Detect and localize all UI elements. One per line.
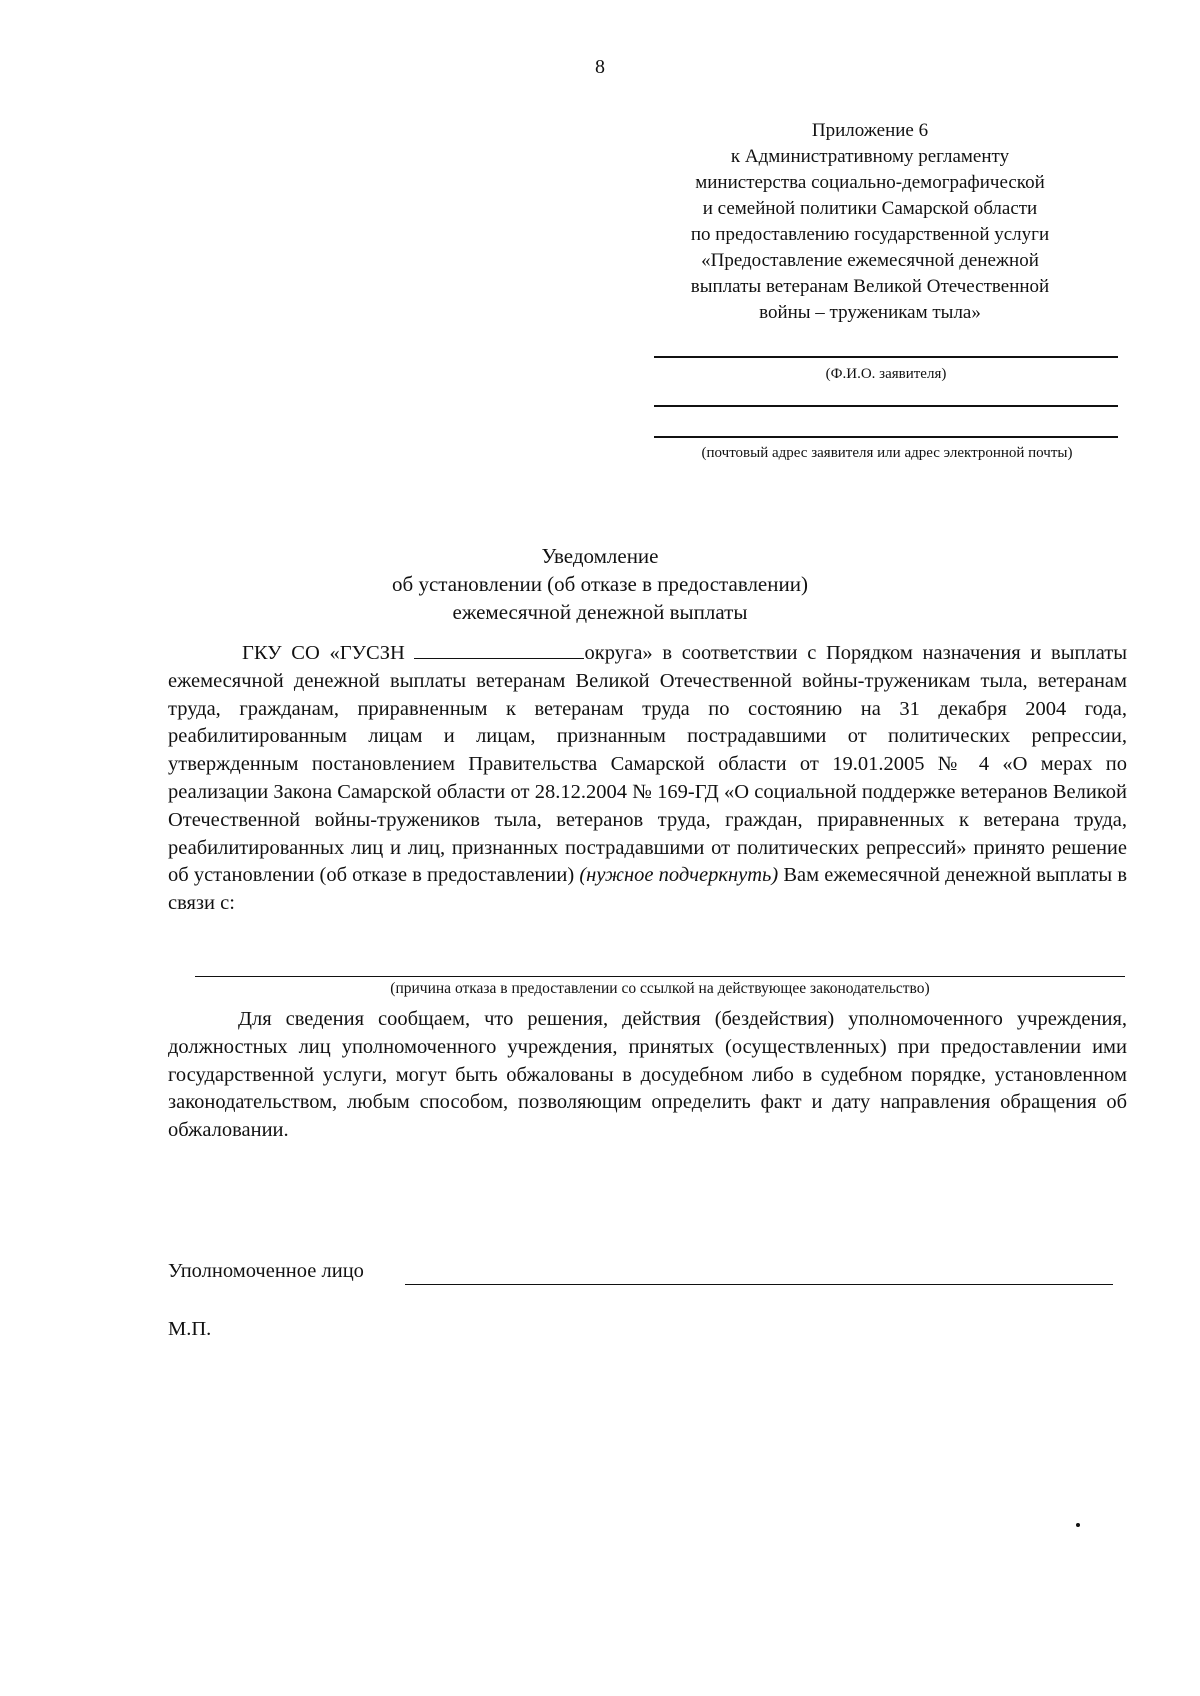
annex-line: к Административному регламенту [730,146,1010,167]
reason-caption: (причина отказа в предоставлении со ссылкой на действующее законодательство) [390,980,930,997]
annex-line: «Предоставление ежемесячной денежной [701,250,1039,271]
applicant-address-caption: (почтовый адрес заявителя или адрес электронной почты) [701,445,1073,461]
appeal-paragraph [168,1006,1127,1145]
applicant-address-line-1 [654,405,1118,407]
annex-line: выплаты ветеранам Великой Отечественной [690,276,1050,297]
applicant-name-caption: (Ф.И.О. заявителя) [825,366,947,382]
page-number: 8 [595,56,605,78]
stamp-label: М.П. [168,1318,212,1340]
p1-end: Вам ежемесячной денежной выплаты в связи с: [168,864,1127,915]
applicant-address-line-2 [654,436,1118,438]
p1-start: ГКУ СО «ГУСЗН [242,642,405,664]
district-blank [414,640,584,659]
title-line: Уведомление [541,544,659,568]
annex-line: министерства социально-демографической [695,172,1045,193]
annex-line: по предоставлению государственной услуги [690,224,1050,245]
annex-line: и семейной политики Самарской области [702,198,1038,219]
p1-emphasis: (нужное подчеркнуть) [579,864,779,887]
applicant-name-line [654,356,1118,358]
title-line: об установлении (об отказе в предоставлении) [392,572,808,596]
signature-label: Уполномоченное лицо [168,1260,364,1282]
title-line: ежемесячной денежной выплаты [452,600,748,624]
signature-line [405,1284,1113,1285]
reason-line [195,976,1125,977]
notice-title [0,542,1200,626]
p2-text: Для сведения сообщаем, что решения, действия (бездействия) уполномоченного учреждения, должностных лиц уполномоченного учреждения, принятых (осуществленных) при предоставлении ими государственной услуги, могут быть обжалованы в досудебном либо в судебном порядке, установленном законодательством, любым способом, позволяющим определить факт и дату направления обращения об обжаловании. [168,1008,1127,1142]
annex-heading [620,118,1120,326]
scan-speck [1076,1523,1080,1527]
annex-line: войны – труженикам тыла» [759,302,981,323]
annex-line: Приложение 6 [811,120,929,141]
main-paragraph [168,640,1127,918]
p1-rest: округа» в соответствии с Порядком назначения и выплаты ежемесячной денежной выплаты ветеранам Великой Отечественной войны-труженикам тыла, ветеранам труда, гражданам, приравненным к ветеранам труда по состоянию на 31 декабря 2004 года, реабилитированным лицам и лицам, признанным пострадавшими от политических репрессии, утвержденным постановлением Правительства Самарской области от 19.01.2005 № 4 «О мерах по реализации Закона Самарской области от 28.12.2004 № 169-ГД «О социальной поддержке ветеранов Великой Отечественной войны-тружеников тыла, ветеранов труда, граждан, приравненных к ветерана труда, реабилитированных лиц и лиц, признанных пострадавшими от политических репрессий» принято решение об установлении (об отказе в предоставлении) [168,642,1127,887]
